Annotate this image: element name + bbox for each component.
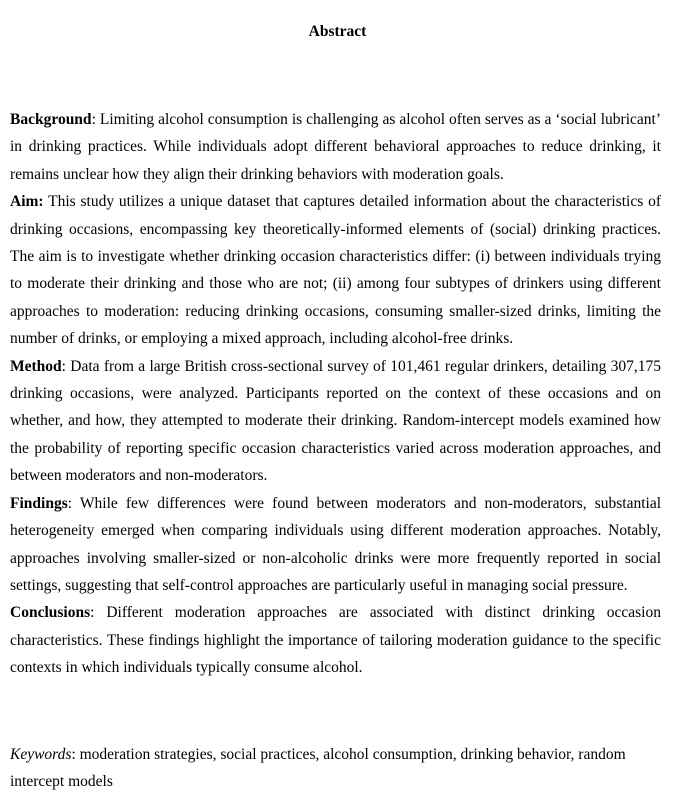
method-text: : Data from a large British cross-sectional survey of 101,461 regular drinkers, detailing 307,175 drinking occasions, were analyzed. Participants reported on the context of these occasions and on whether, and how, they attempted to moderate their drinking. Random-intercept models examined how the probability of reporting specific occasion characteristics varied across moderation approaches, and between moderators and non-moderators. [10, 357, 661, 485]
conclusions-paragraph [10, 599, 661, 681]
conclusions-text: : Different moderation approaches are associated with distinct drinking occasion characteristics. These findings highlight the importance of tailoring moderation guidance to the specific contexts in which individuals typically consume alcohol. [10, 604, 661, 677]
background-heading: Background [10, 111, 92, 128]
findings-paragraph [10, 490, 661, 600]
keywords-label: Keywords [10, 746, 72, 763]
abstract-title: Abstract [308, 23, 367, 40]
keywords-paragraph [10, 741, 661, 795]
abstract-body [10, 106, 661, 682]
findings-text: : While few differences were found between moderators and non-moderators, substantial heterogeneity emerged when comparing individuals using different moderation approaches. Notably, approaches involving smaller-sized or non-alcoholic drinks were more frequently reported in social settings, suggesting that self-control approaches are particularly useful in managing social pressure. [10, 494, 661, 594]
method-heading: Method [10, 357, 62, 375]
keywords-text: : moderation strategies, social practices, alcohol consumption, drinking behavior, random intercept models [10, 746, 626, 790]
findings-heading: Findings [10, 494, 68, 512]
background-text: : Limiting alcohol consumption is challenging as alcohol often serves as a ‘social lubricant’ in drinking practices. While individuals adopt different behavioral approaches to reduce drinking, it remains unclear how they align their drinking behaviors with moderation goals. [10, 111, 661, 183]
method-paragraph [10, 353, 661, 490]
aim-text: This study utilizes a unique dataset that captures detailed information about the characteristics of drinking occasions, encompassing key theoretically-informed elements of (social) drinking practices. The aim is to investigate whether drinking occasion characteristics differ: (i) between individuals trying to moderate their drinking and those who are not; (ii) among four subtypes of drinkers using different approaches to moderation: reducing drinking occasions, consuming smaller-sized drinks, limiting the number of drinks, or employing a mixed approach, including alcohol-free drinks. [10, 193, 661, 348]
aim-paragraph [10, 188, 661, 352]
aim-heading: Aim: [10, 193, 44, 211]
background-paragraph [10, 106, 661, 188]
conclusions-heading: Conclusions [10, 604, 91, 622]
